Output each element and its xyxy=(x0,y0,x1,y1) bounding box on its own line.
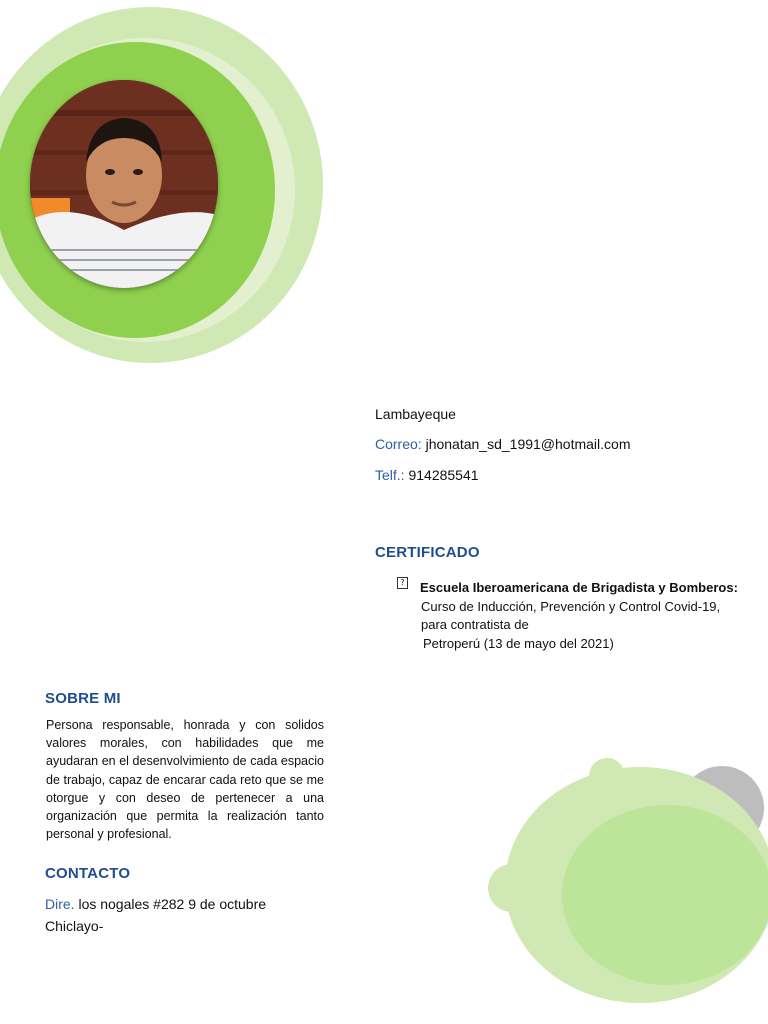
address-value: los nogales #282 9 de octubre xyxy=(78,896,267,912)
profile-photo-illustration xyxy=(30,80,218,288)
address-label: Dire. xyxy=(45,896,75,912)
bottom-mid-green-blob xyxy=(562,805,768,985)
contacto-heading: CONTACTO xyxy=(45,865,131,882)
certificate-line-2: para contratista de xyxy=(421,617,529,632)
address-row xyxy=(45,896,266,912)
certificate-institution: Escuela Iberoamericana de Brigadista y Bomberos: xyxy=(420,580,738,595)
certificate-line-3: Petroperú (13 de mayo del 2021) xyxy=(423,636,614,651)
email-label: Correo: xyxy=(375,436,422,452)
phone-row xyxy=(375,467,479,483)
sobre-mi-text: Persona responsable, honrada y con solidos valores morales, con habilidades que me ayudaran en el desenvolvimiento de cada espacio de trabajo, capaz de encarar cada reto que se me otorgue y con deseo de pertenecer a una organización que permita la realización tanto personal y profesional. xyxy=(46,718,324,842)
certificate-line-1: Curso de Inducción, Prevención y Control Covid-19, xyxy=(421,599,721,614)
profile-photo xyxy=(30,80,218,288)
address-city: Chiclayo- xyxy=(45,918,104,934)
certificado-heading: CERTIFICADO xyxy=(375,544,480,561)
sobre-mi-heading: SOBRE MI xyxy=(45,690,121,707)
email-value[interactable]: jhonatan_sd_1991@hotmail.com xyxy=(425,436,631,452)
phone-value[interactable]: 914285541 xyxy=(408,467,479,483)
bullet-icon: ? xyxy=(397,577,408,589)
phone-label: Telf.: xyxy=(375,467,405,483)
email-row xyxy=(375,436,630,452)
city-text: Lambayeque xyxy=(375,406,456,422)
